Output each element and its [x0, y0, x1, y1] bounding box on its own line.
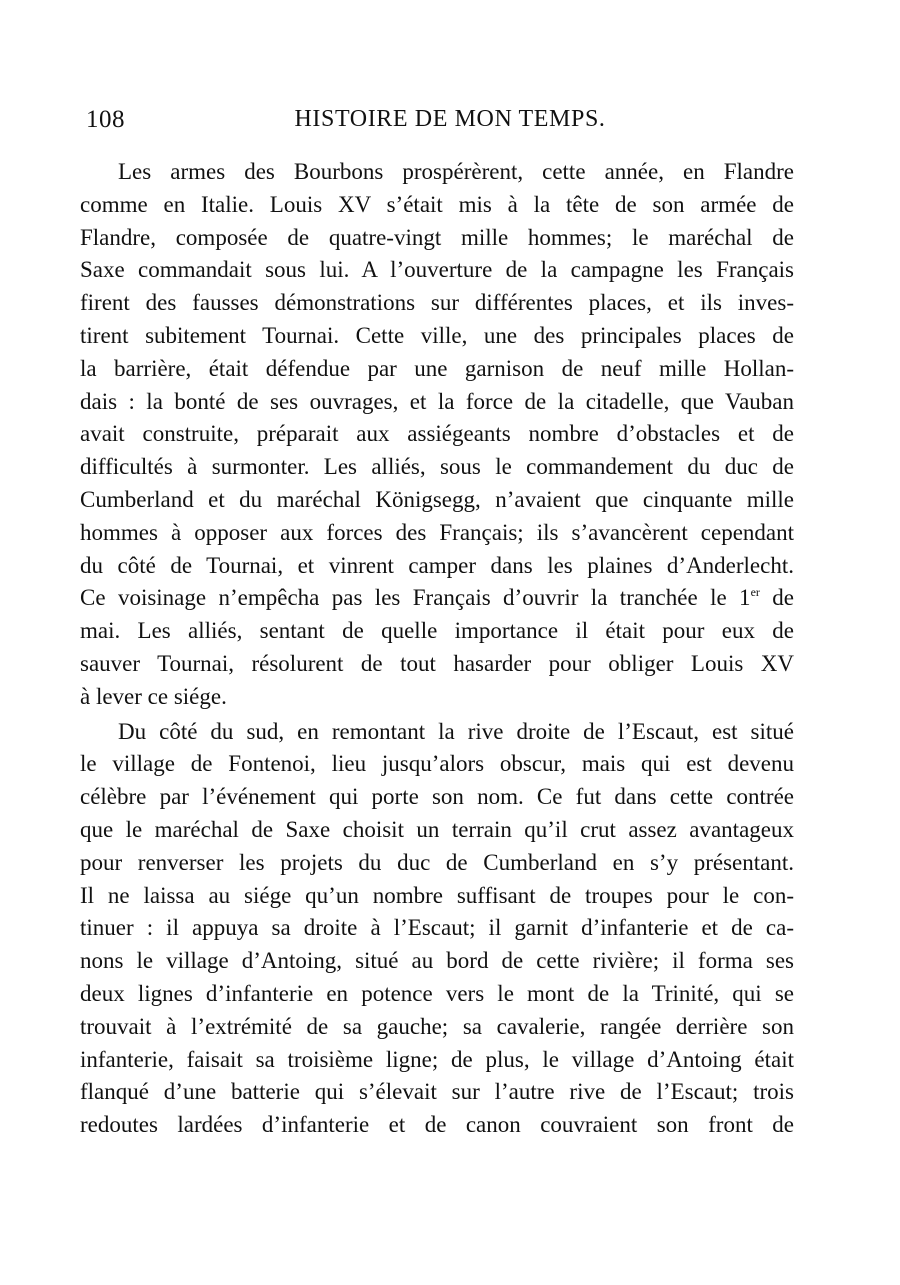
- text-line: tinuer : il appuya sa droite à l’Escaut; il garnit d’infanterie et de ca-: [80, 915, 794, 941]
- line-tail: de: [759, 585, 794, 611]
- text-line: firent des fausses démonstrations sur différentes places, et ils inves-: [80, 290, 794, 316]
- text-line: comme en Italie. Louis XV s’était mis à la tête de son armée de: [80, 191, 794, 217]
- text-line: hommes à opposer aux forces des Français; ils s’avancèrent cependant: [80, 519, 794, 545]
- text-line: Flandre, composée de quatre-vingt mille hommes; le maréchal de: [80, 224, 794, 250]
- text-line: célèbre par l’événement qui porte son nom. Ce fut dans cette contrée: [80, 784, 794, 810]
- text-line: infanterie, faisait sa troisième ligne; de plus, le village d’Antoing était: [80, 1046, 794, 1072]
- text-line: pour renverser les projets du duc de Cumberland en s’y présentant.: [80, 849, 794, 875]
- superscript-ordinal: er: [750, 585, 760, 600]
- text-line: tirent subitement Tournai. Cette ville, une des principales places de: [80, 322, 794, 348]
- text-line: du côté de Tournai, et vinrent camper dans les plaines d’Anderlecht.: [80, 552, 794, 578]
- text-line: difficultés à surmonter. Les alliés, sous le commandement du duc de: [80, 454, 794, 480]
- text-line: redoutes lardées d’infanterie et de canon couvraient son front de: [80, 1112, 794, 1138]
- running-title: HISTOIRE DE MON TEMPS.: [294, 106, 606, 132]
- text-line: sauver Tournai, résolurent de tout hasarder pour obliger Louis XV: [80, 650, 794, 676]
- paragraph-1: [80, 156, 794, 714]
- text-line: la barrière, était défendue par une garnison de neuf mille Hollan-: [80, 355, 794, 381]
- page-number: 108: [86, 106, 125, 133]
- text-line: à lever ce siége.: [80, 683, 227, 709]
- text-line: trouvait à l’extrémité de sa gauche; sa cavalerie, rangée derrière son: [80, 1013, 794, 1039]
- page-header: [80, 106, 795, 142]
- text-line: flanqué d’une batterie qui s’élevait sur l’autre rive de l’Escaut; trois: [80, 1079, 794, 1105]
- paragraph-2: [80, 716, 794, 1142]
- text-line: nons le village d’Antoing, situé au bord de cette rivière; il forma ses: [80, 948, 794, 974]
- text-line: mai. Les alliés, sentant de quelle importance il était pour eux de: [80, 618, 794, 644]
- line-text: Ce voisinage n’empêcha pas les Français d’ouvrir la tranchée le 1: [80, 585, 751, 611]
- text-line: le village de Fontenoi, lieu jusqu’alors obscur, mais qui est devenu: [80, 751, 794, 777]
- text-line: Saxe commandait sous lui. A l’ouverture de la campagne les Français: [80, 257, 794, 283]
- text-line: que le maréchal de Saxe choisit un terrain qu’il crut assez avantageux: [80, 816, 794, 842]
- text-line: avait construite, préparait aux assiégeants nombre d’obstacles et de: [80, 421, 794, 447]
- text-line-with-superscript: [80, 582, 794, 615]
- text-line: Les armes des Bourbons prospérèrent, cette année, en Flandre: [118, 159, 794, 184]
- text-line: deux lignes d’infanterie en potence vers le mont de la Trinité, qui se: [80, 980, 794, 1006]
- text-line: Du côté du sud, en remontant la rive droite de l’Escaut, est situé: [118, 718, 794, 744]
- text-line: Il ne laissa au siége qu’un nombre suffisant de troupes pour le con-: [80, 882, 794, 908]
- body-text: [80, 156, 794, 1142]
- text-line: Cumberland et du maréchal Königsegg, n’avaient que cinquante mille: [80, 486, 794, 512]
- text-line: dais : la bonté de ses ouvrages, et la force de la citadelle, que Vauban: [80, 388, 794, 414]
